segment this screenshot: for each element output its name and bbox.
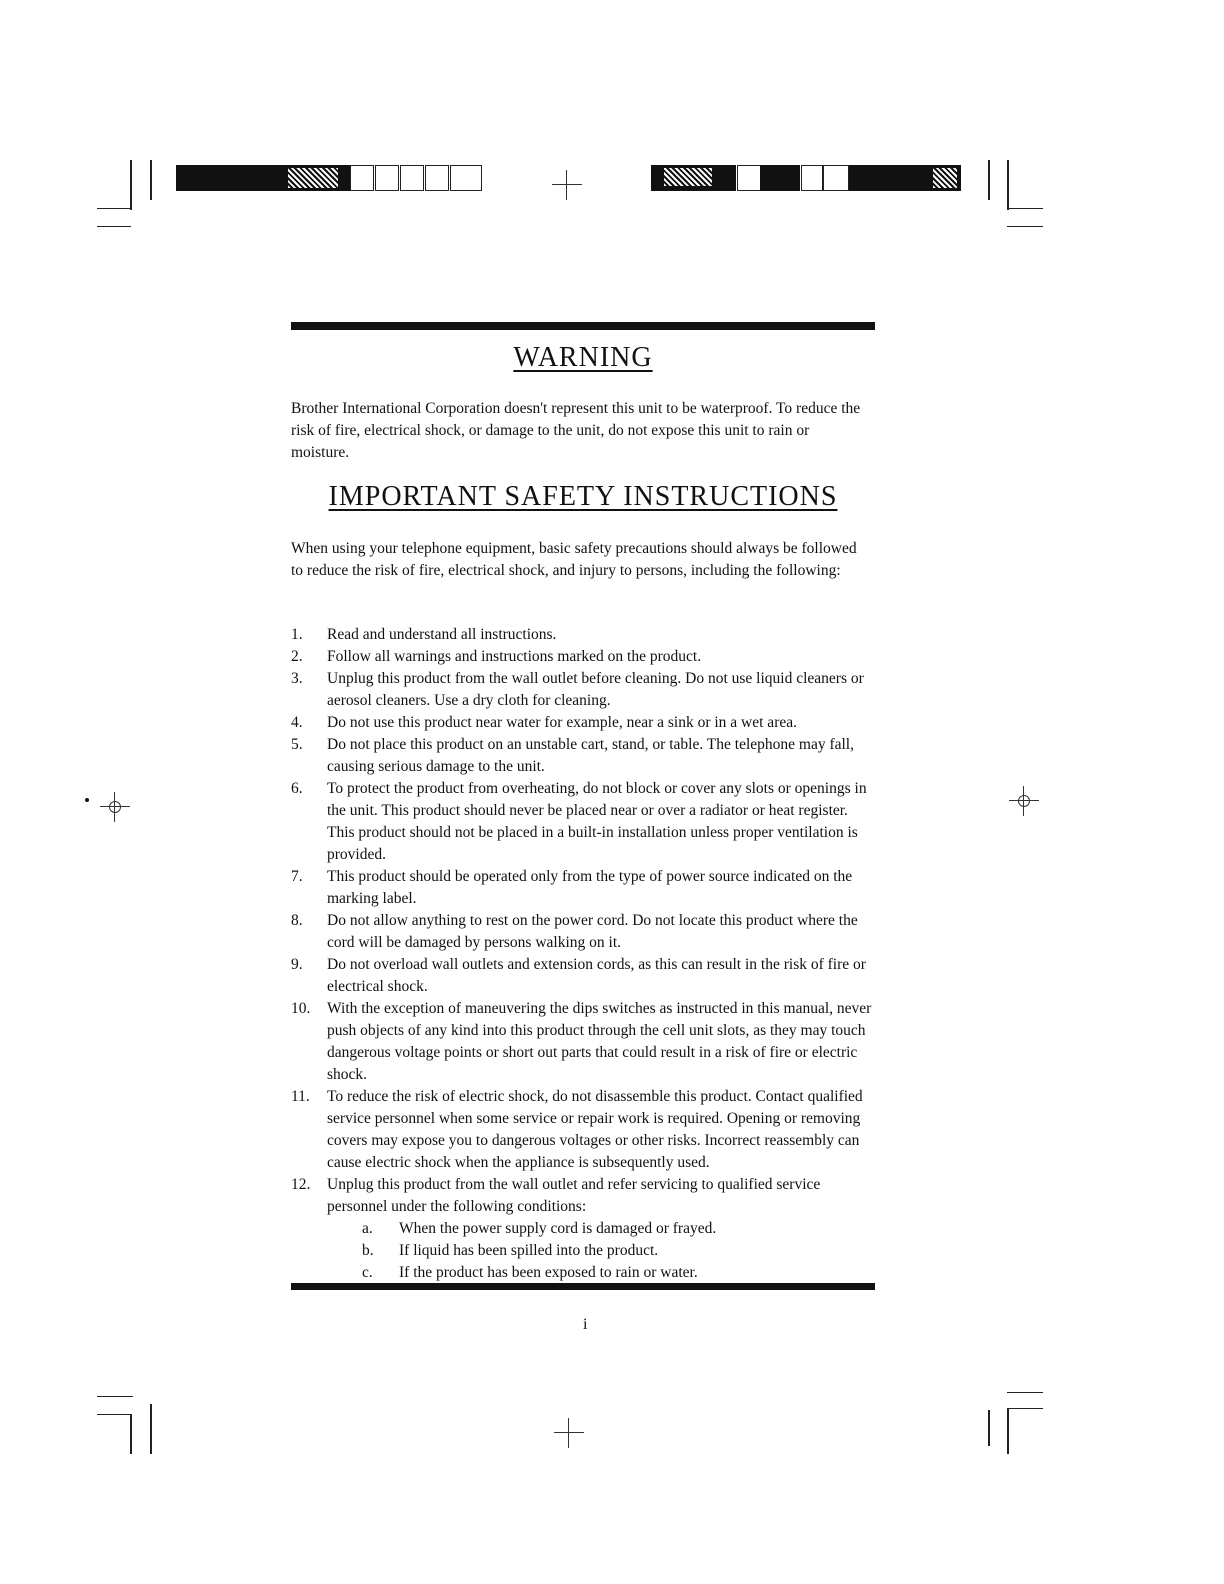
list-item-number: 11. xyxy=(291,1088,310,1105)
list-item-number: 4. xyxy=(291,714,303,731)
sub-list-item xyxy=(327,1262,875,1284)
safety-intro: When using your telephone equipment, basic safety precautions should always be followed to reduce the risk of fire, electrical shock, and injury to persons, including the following: xyxy=(291,540,857,580)
crop-mark xyxy=(150,160,152,200)
registration-box xyxy=(823,165,849,191)
list-item-number: 5. xyxy=(291,736,303,753)
list-item-number: 9. xyxy=(291,956,303,973)
list-item-text: To protect the product from overheating, do not block or cover any slots or openings in the unit. This product should never be placed near or over a radiator or heat register. This product should not be placed in a built-in installation unless proper ventilation is provided. xyxy=(327,780,867,863)
list-item xyxy=(291,668,875,712)
list-item-text: Do not overload wall outlets and extension cords, as this can result in the risk of fire or electrical shock. xyxy=(327,956,866,995)
crop-mark xyxy=(97,208,131,209)
sub-list-item-text: If liquid has been spilled into the product. xyxy=(399,1242,659,1259)
list-item xyxy=(291,646,875,668)
registration-box xyxy=(400,165,424,191)
speck xyxy=(85,798,89,802)
crop-mark xyxy=(130,1414,132,1454)
list-item-number: 6. xyxy=(291,780,303,797)
list-item-text: Unplug this product from the wall outlet and refer servicing to qualified service personnel under the following conditions: xyxy=(327,1176,821,1215)
sub-list-item-text: When the power supply cord is damaged or frayed. xyxy=(399,1220,717,1237)
registration-target-icon xyxy=(554,1418,584,1448)
list-item xyxy=(291,712,875,734)
registration-box xyxy=(801,165,823,191)
list-item xyxy=(291,866,875,910)
list-item-number: 2. xyxy=(291,648,303,665)
crop-mark xyxy=(1007,1408,1043,1409)
sub-list-item xyxy=(327,1218,875,1240)
safety-title: IMPORTANT SAFETY INSTRUCTIONS xyxy=(328,481,838,512)
sub-list-item-letter: c. xyxy=(362,1264,373,1281)
registration-noise xyxy=(664,168,712,186)
list-item-number: 7. xyxy=(291,868,303,885)
registration-target-icon xyxy=(100,792,130,822)
list-item-text: This product should be operated only from the type of power source indicated on the marking label. xyxy=(327,868,853,907)
warning-body: Brother International Corporation doesn't represent this unit to be waterproof. To reduce the risk of fire, electrical shock, or damage to the unit, do not expose this unit to rain or moisture. xyxy=(291,400,861,462)
registration-box xyxy=(737,165,761,191)
crop-mark xyxy=(97,1396,133,1397)
registration-box xyxy=(425,165,449,191)
page-number: i xyxy=(583,1316,588,1333)
bottom-rule xyxy=(291,1283,875,1290)
list-item-number: 12. xyxy=(291,1176,311,1193)
list-item-text: Do not place this product on an unstable cart, stand, or table. The telephone may fall, causing serious damage to the unit. xyxy=(327,736,854,775)
crop-mark xyxy=(988,1410,990,1446)
registration-bar-right xyxy=(760,165,800,191)
registration-noise xyxy=(288,168,338,188)
crop-mark xyxy=(1007,160,1009,210)
registration-noise xyxy=(933,168,957,188)
list-item xyxy=(291,778,875,866)
sub-list xyxy=(327,1218,875,1284)
registration-box xyxy=(450,165,482,191)
crop-mark xyxy=(97,226,131,227)
registration-target-icon xyxy=(1009,786,1039,816)
safety-instructions-list xyxy=(291,624,875,1284)
crop-mark xyxy=(150,1404,152,1454)
list-item-number: 10. xyxy=(291,1000,311,1017)
registration-box xyxy=(375,165,399,191)
crop-mark xyxy=(1007,208,1043,209)
registration-target-icon xyxy=(552,170,582,200)
list-item xyxy=(291,734,875,778)
crop-mark xyxy=(1007,1392,1043,1393)
crop-mark xyxy=(1007,1408,1009,1454)
crop-mark xyxy=(130,160,132,210)
crop-mark xyxy=(1007,226,1043,227)
list-item-text: Unplug this product from the wall outlet before cleaning. Do not use liquid cleaners or aerosol cleaners. Use a dry cloth for cleaning. xyxy=(327,670,864,709)
registration-box xyxy=(350,165,374,191)
list-item xyxy=(291,1174,875,1284)
list-item xyxy=(291,998,875,1086)
list-item-text: Read and understand all instructions. xyxy=(327,626,557,643)
crop-mark xyxy=(97,1414,131,1415)
sub-list-item-letter: a. xyxy=(362,1220,373,1237)
list-item-text: Follow all warnings and instructions marked on the product. xyxy=(327,648,702,665)
list-item xyxy=(291,910,875,954)
list-item xyxy=(291,624,875,646)
list-item xyxy=(291,1086,875,1174)
list-item-number: 1. xyxy=(291,626,303,643)
sub-list-item-letter: b. xyxy=(362,1242,374,1259)
list-item-text: Do not use this product near water for example, near a sink or in a wet area. xyxy=(327,714,797,731)
list-item-text: To reduce the risk of electric shock, do not disassemble this product. Contact qualified service personnel when some service or repair work is required. Opening or removing covers may expose you to dangerous voltages or other risks. Incorrect reassembly can cause electric shock when the appliance is subsequently used. xyxy=(327,1088,863,1171)
list-item-text: Do not allow anything to rest on the power cord. Do not locate this product where the cord will be damaged by persons walking on it. xyxy=(327,912,858,951)
list-item xyxy=(291,954,875,998)
list-item-number: 3. xyxy=(291,670,303,687)
list-item-text: With the exception of maneuvering the dips switches as instructed in this manual, never push objects of any kind into this product through the cell unit slots, as they may touch dangerous voltage points or short out parts that could result in a risk of fire or electric shock. xyxy=(327,1000,872,1083)
sub-list-item-text: If the product has been exposed to rain or water. xyxy=(399,1264,698,1281)
crop-mark xyxy=(988,160,990,200)
list-item-number: 8. xyxy=(291,912,303,929)
warning-title: WARNING xyxy=(513,342,653,373)
top-rule xyxy=(291,322,875,330)
sub-list-item xyxy=(327,1240,875,1262)
